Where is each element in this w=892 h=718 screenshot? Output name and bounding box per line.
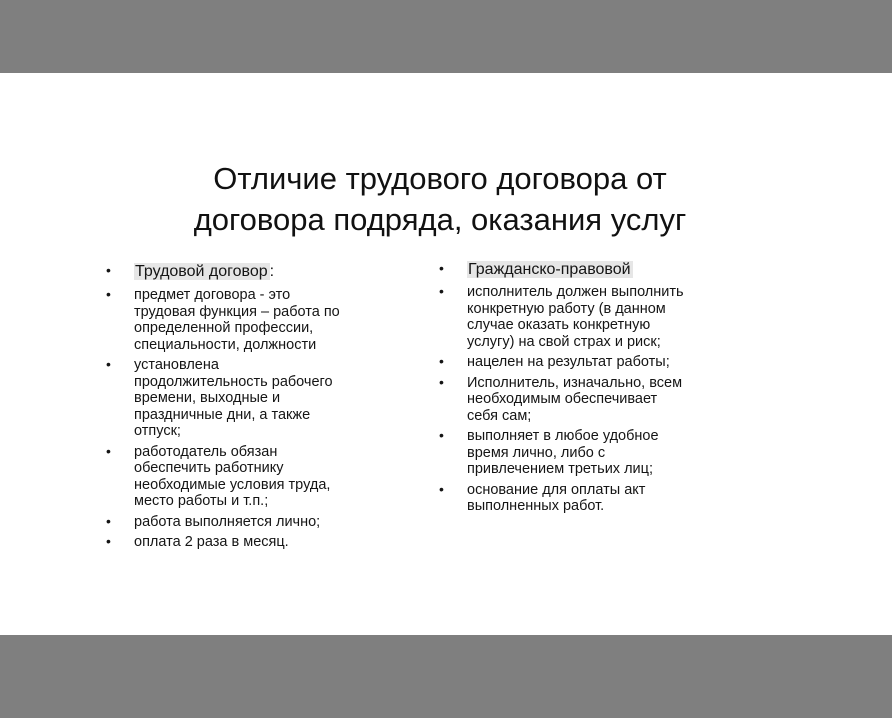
bullet-icon: • — [439, 480, 444, 497]
bullet-icon: • — [106, 442, 111, 459]
bottom-gray-band — [0, 635, 892, 718]
list-item-line: оплата 2 раза в месяц. — [134, 534, 289, 550]
list-item — [103, 514, 413, 531]
list-item-line: основание для оплаты акт — [467, 481, 646, 498]
list-item-line: времени, выходные и — [134, 390, 281, 406]
slide-title-line-2: договора подряда, оказания услуг — [193, 202, 687, 237]
list-item-line: отпуск; — [134, 423, 181, 439]
bullet-icon: • — [439, 283, 444, 299]
list-item-line: исполнитель должен выполнить — [467, 284, 684, 300]
bullet-icon: • — [106, 262, 111, 278]
slide-title-line-1: Отличие трудового договора от — [213, 161, 667, 196]
list-item — [436, 354, 756, 371]
list-item-line: предмет договора - это — [134, 287, 291, 303]
list-item-line: случае оказать конкретную — [467, 317, 651, 333]
bullet-icon: • — [106, 512, 111, 529]
list-item-line: услугу) на свой страх и риск; — [467, 333, 661, 350]
list-item-line: конкретную работу (в данном — [467, 300, 666, 317]
list-item-line: праздничные дни, а также — [134, 406, 311, 423]
employment-contract-column — [103, 262, 413, 555]
employment-contract-heading — [103, 262, 413, 281]
civil-contract-heading — [436, 260, 756, 279]
bullet-icon: • — [439, 427, 444, 443]
list-item-line: обеспечить работнику — [134, 460, 284, 476]
heading-colon: : — [269, 263, 275, 280]
civil-contract-column — [436, 260, 756, 519]
list-item — [436, 375, 756, 425]
list-item — [103, 287, 413, 353]
list-item — [103, 444, 413, 510]
list-item-line: продолжительность рабочего — [134, 373, 333, 390]
list-item-line: Исполнитель, изначально, всем — [467, 374, 683, 391]
bullet-icon: • — [106, 286, 111, 302]
list-item-line: необходимые условия труда, — [134, 476, 331, 493]
list-item — [436, 284, 756, 350]
list-item-line: время лично, либо с — [467, 444, 606, 461]
list-item — [103, 357, 413, 440]
list-item-line: привлечением третьих лиц; — [467, 461, 653, 477]
bullet-icon: • — [439, 373, 444, 390]
list-item — [436, 428, 756, 478]
list-item-line: трудовая функция – работа по — [134, 303, 340, 320]
list-item-line: работодатель обязан — [134, 443, 278, 460]
list-item-line: выполняет в любое удобное — [467, 428, 659, 444]
list-item-line: себя сам; — [467, 407, 532, 424]
bullet-icon: • — [439, 353, 444, 369]
list-item — [103, 534, 413, 551]
list-item-line: работа выполняется лично; — [134, 513, 321, 530]
list-item-line: нацелен на результат работы; — [467, 354, 670, 370]
list-item-line: выполненных работ. — [467, 498, 605, 514]
list-item-line: специальности, должности — [134, 336, 317, 353]
bullet-icon: • — [106, 356, 111, 372]
list-item-line: определенной профессии, — [134, 320, 314, 336]
employment-contract-heading-label: Трудовой договор — [135, 263, 268, 280]
list-item — [436, 482, 756, 515]
list-item-line: необходимым обеспечивает — [467, 391, 658, 407]
list-item-line: установлена — [134, 357, 219, 373]
bullet-icon: • — [439, 260, 444, 276]
slide-title — [90, 158, 790, 240]
top-gray-band — [0, 0, 892, 73]
civil-contract-heading-label: Гражданско-правовой — [468, 261, 631, 278]
bullet-icon: • — [106, 533, 111, 549]
list-item-line: место работы и т.п.; — [134, 493, 269, 509]
